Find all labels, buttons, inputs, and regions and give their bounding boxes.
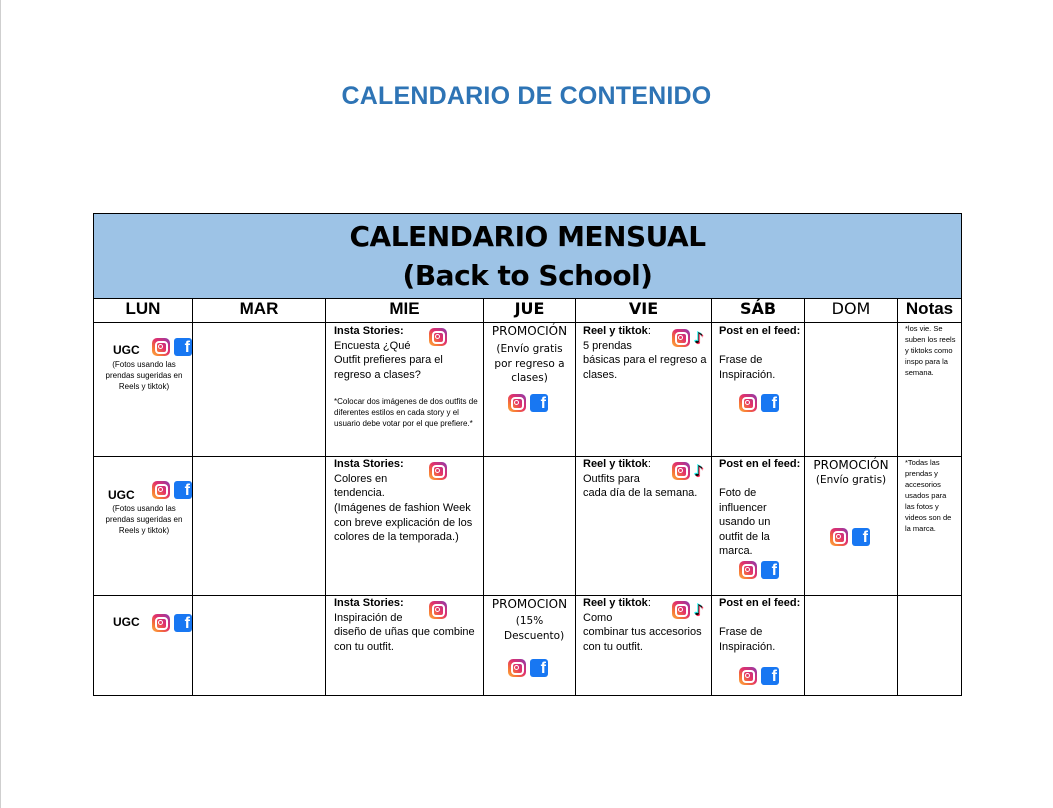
instagram-icon — [739, 667, 757, 685]
mie-text-line: diseño de uñas que combine — [334, 626, 475, 638]
label-colon: : — [647, 458, 651, 470]
instagram-icon — [672, 462, 690, 480]
instagram-icon — [152, 614, 170, 632]
header-lun: LUN — [94, 299, 193, 323]
label-colon: : — [647, 597, 651, 609]
facebook-icon: f — [174, 614, 192, 632]
cell-jue-2 — [484, 457, 576, 596]
promo-title: PROMOCIÓN — [813, 458, 889, 472]
cell-vie-3 — [576, 596, 712, 696]
ugc-label: UGC — [113, 343, 140, 357]
reel-tiktok-label: Reel y tiktok — [583, 325, 648, 337]
mie-text-line: colores de la temporada.) — [334, 531, 459, 543]
facebook-icon: f — [761, 394, 779, 412]
cell-sab-2 — [712, 457, 805, 596]
sab-text-line: influencer — [719, 502, 767, 514]
insta-stories-label: Insta Stories: — [334, 597, 404, 609]
header-mie: MIE — [326, 299, 484, 323]
instagram-icon — [739, 394, 757, 412]
instagram-icon — [429, 601, 447, 619]
facebook-icon: f — [761, 561, 779, 579]
cell-mar-1 — [193, 323, 326, 457]
instagram-icon — [672, 329, 690, 347]
facebook-icon: f — [174, 338, 192, 356]
sab-text-line: Foto de — [719, 487, 757, 499]
instagram-icon — [508, 659, 526, 677]
cell-mie-2 — [326, 457, 484, 596]
tiktok-icon: ♪ — [694, 601, 704, 619]
mie-text-line: Colores en — [334, 473, 388, 485]
sab-text-line: Inspiración. — [719, 641, 776, 653]
instagram-icon — [152, 338, 170, 356]
instagram-icon — [429, 328, 447, 346]
vie-text-line: básicas para el regreso a — [583, 354, 707, 366]
cell-notas-2 — [898, 457, 962, 596]
mie-text-line: tendencia. — [334, 487, 385, 499]
cell-sab-3 — [712, 596, 805, 696]
instagram-icon — [429, 462, 447, 480]
header-notas: Notas — [898, 299, 962, 323]
notas-text: *los vie. Se suben los reels y tiktoks como inspo para la semana. — [905, 324, 956, 377]
instagram-icon — [739, 561, 757, 579]
promo-detail: (Envío gratis) — [815, 474, 887, 486]
sab-text-line: Frase de — [719, 626, 763, 638]
vie-text-line: clases. — [583, 369, 618, 381]
week-row-2 — [94, 457, 962, 596]
sab-text-line: Inspiración. — [719, 369, 776, 381]
vie-text-line: con tu outfit. — [583, 641, 643, 653]
cell-sab-1 — [712, 323, 805, 457]
ugc-label: UGC — [113, 615, 140, 629]
header-vie: VIE — [576, 299, 712, 323]
ugc-label: UGC — [108, 488, 135, 502]
vie-text-line: combinar tus accesorios — [583, 626, 702, 638]
cell-lun-1 — [94, 323, 193, 457]
weekday-header-row — [94, 299, 962, 323]
banner-subtitle: (Back to School) — [402, 259, 653, 292]
week-row-1 — [94, 323, 962, 457]
cell-mar-3 — [193, 596, 326, 696]
header-dom: DOM — [805, 299, 898, 323]
cell-jue-1 — [484, 323, 576, 457]
cell-mar-2 — [193, 457, 326, 596]
instagram-icon — [508, 394, 526, 412]
mie-text-line: (Imágenes de fashion Week — [334, 502, 471, 514]
instagram-icon — [830, 528, 848, 546]
cell-dom-3 — [805, 596, 898, 696]
mie-note: *Colocar dos imágenes de dos outfits de diferentes estilos en cada story y el usuario debe votar por el que prefiere.* — [334, 397, 478, 428]
cell-mie-3 — [326, 596, 484, 696]
calendar-banner — [94, 214, 962, 299]
reel-tiktok-label: Reel y tiktok — [583, 597, 648, 609]
mie-text-line: Encuesta ¿Qué — [334, 340, 411, 352]
cell-dom-2 — [805, 457, 898, 596]
facebook-icon: f — [530, 394, 548, 412]
week-row-3 — [94, 596, 962, 696]
document-title: CALENDARIO DE CONTENIDO — [341, 82, 712, 110]
sab-text-line: usando un — [719, 516, 771, 528]
instagram-icon — [672, 601, 690, 619]
sab-text-line: marca. — [719, 545, 753, 557]
tiktok-icon: ♪ — [694, 462, 704, 480]
promo-detail: (15% Descuento) — [504, 615, 565, 642]
facebook-icon: f — [530, 659, 548, 677]
instagram-icon — [152, 481, 170, 499]
sab-text-line: outfit de la — [719, 531, 770, 543]
ugc-note: (Fotos usando las prendas sugeridas en Reels y tiktok) — [105, 504, 183, 535]
promo-title: PROMOCIÓN — [491, 324, 568, 338]
post-feed-label: Post en el feed: — [719, 458, 801, 470]
cell-jue-3 — [484, 596, 576, 696]
vie-text-line: Outfits para — [583, 473, 640, 485]
banner-title: CALENDARIO MENSUAL — [349, 220, 706, 253]
page-edge — [0, 0, 1, 808]
mie-text-line: con breve explicación de los — [334, 517, 473, 529]
header-sab: SÁB — [712, 299, 805, 323]
vie-text-line: 5 prendas — [583, 340, 632, 352]
tiktok-icon: ♪ — [694, 329, 704, 347]
cell-lun-2 — [94, 457, 193, 596]
post-feed-label: Post en el feed: — [719, 325, 801, 337]
header-jue: JUE — [484, 299, 576, 323]
cell-lun-3 — [94, 596, 193, 696]
insta-stories-label: Insta Stories: — [334, 325, 404, 337]
cell-vie-1 — [576, 323, 712, 457]
sab-text-line: Frase de — [719, 354, 763, 366]
cell-notas-1 — [898, 323, 962, 457]
cell-vie-2 — [576, 457, 712, 596]
promo-title: PROMOCION — [491, 597, 568, 611]
content-calendar-table — [93, 213, 962, 696]
promo-detail: (Envío gratis por regreso a clases) — [494, 343, 565, 384]
mie-text-line: Inspiración de — [334, 612, 403, 624]
post-feed-label: Post en el feed: — [719, 597, 801, 609]
vie-text-line: cada día de la semana. — [583, 487, 698, 499]
label-colon: : — [647, 325, 651, 337]
header-mar: MAR — [193, 299, 326, 323]
mie-text-line: regreso a clases? — [334, 369, 421, 381]
vie-text-line: Como — [583, 612, 613, 624]
cell-notas-3 — [898, 596, 962, 696]
cell-dom-1 — [805, 323, 898, 457]
mie-text-line: con tu outfit. — [334, 641, 394, 653]
ugc-note: (Fotos usando las prendas sugeridas en Reels y tiktok) — [105, 360, 183, 391]
facebook-icon: f — [852, 528, 870, 546]
facebook-icon: f — [761, 667, 779, 685]
reel-tiktok-label: Reel y tiktok — [583, 458, 648, 470]
mie-text-line: Outfit prefieres para el — [334, 354, 443, 366]
cell-mie-1 — [326, 323, 484, 457]
notas-text: *Todas las prendas y accesorios usados para las fotos y videos son de la marca. — [905, 458, 952, 533]
facebook-icon: f — [174, 481, 192, 499]
insta-stories-label: Insta Stories: — [334, 458, 404, 470]
